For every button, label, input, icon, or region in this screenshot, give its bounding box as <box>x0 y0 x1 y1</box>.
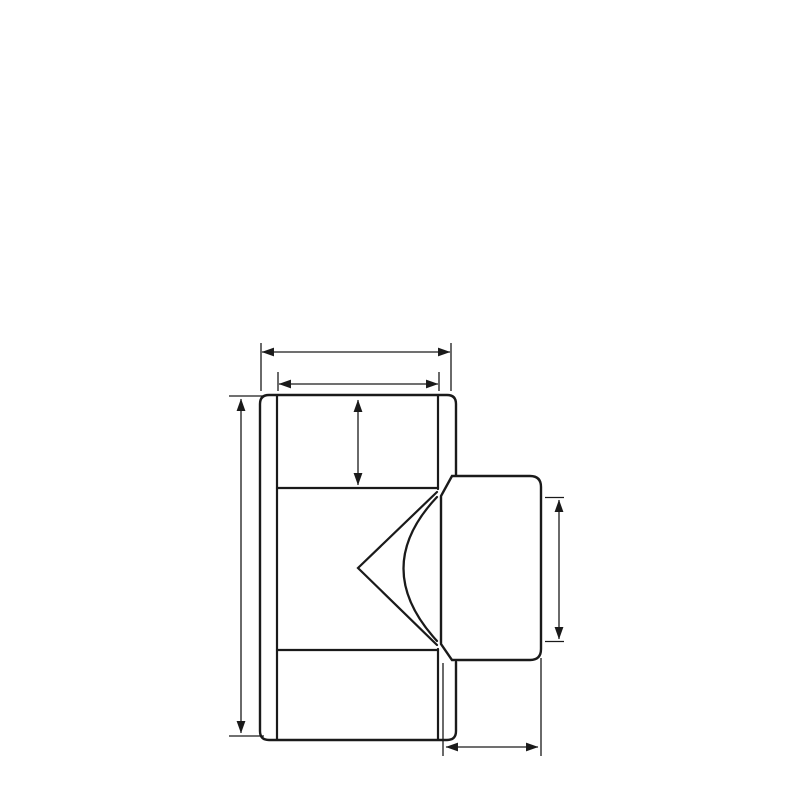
dim-a-ticks <box>545 498 564 642</box>
branch-outline <box>441 476 541 660</box>
dim-A-ext <box>278 372 439 391</box>
dim-D-ext <box>229 396 264 736</box>
dim-E-ext <box>443 658 541 756</box>
